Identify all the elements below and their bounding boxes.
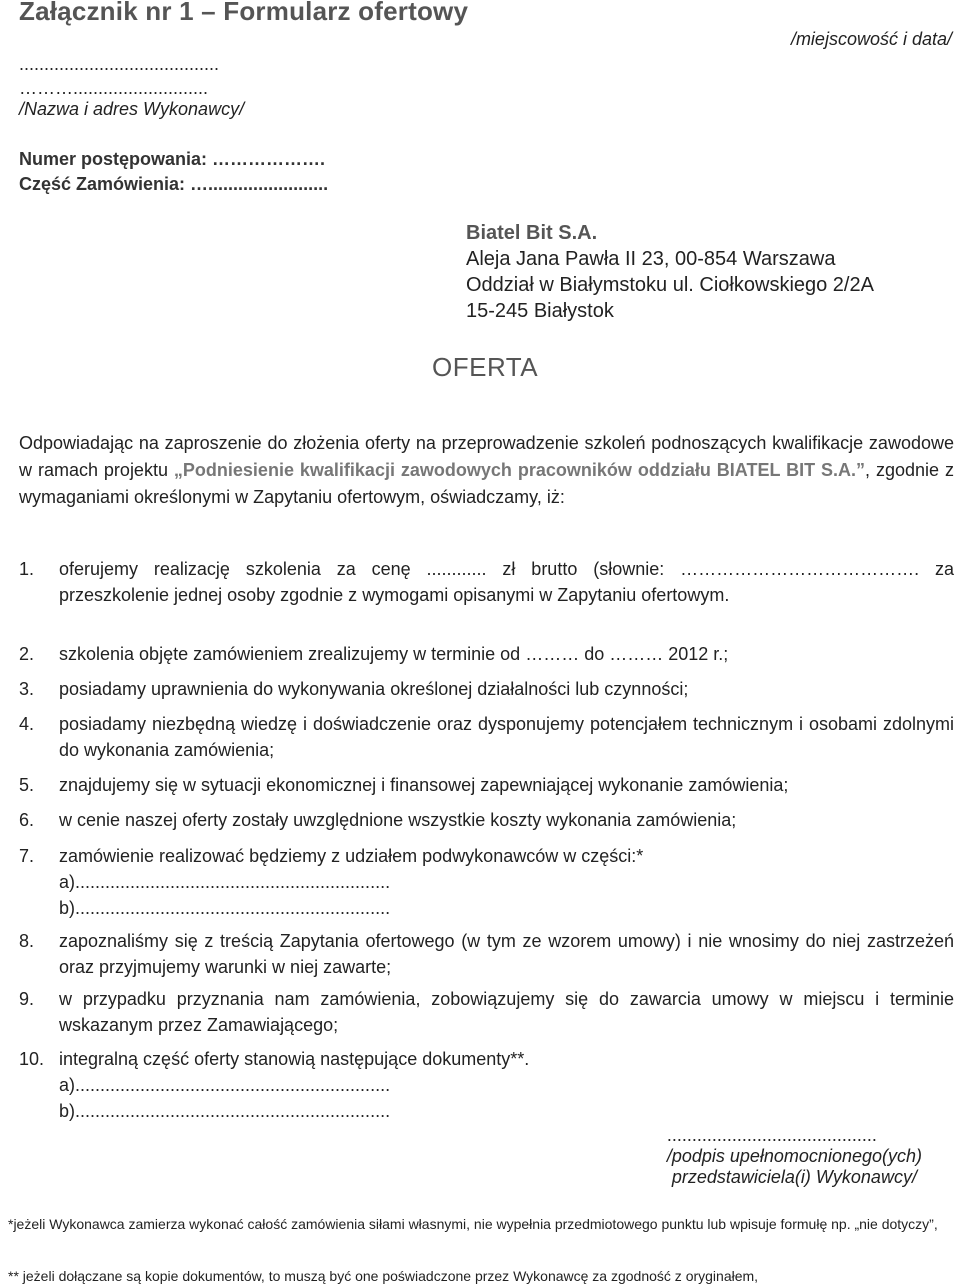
- item-text: w przypadku przyznania nam zamówienia, zobowiązujemy się do zawarcia umowy w miejscu i terminie wskazanym przez Zamawiającego;: [59, 989, 954, 1035]
- list-item: [19, 807, 954, 833]
- list-item: [19, 772, 954, 798]
- intro-text-before: Odpowiadając na zaproszenie do złożenia oferty na przeprowadzenie szkoleń podnoszących kwalifikacje zawodowe w ramach projektu: [19, 433, 954, 480]
- declarations-list-10: [19, 1046, 954, 1124]
- list-item: [19, 556, 954, 608]
- contractor-dots-line-2: ………...........................: [19, 78, 209, 98]
- item-text: w cenie naszej oferty zostały uwzględnione wszystkie koszty wykonania zamówienia;: [59, 810, 737, 830]
- signature-dots: ..........................................: [666, 1125, 877, 1145]
- case-number-label: Numer postępowania: ……………….: [19, 149, 326, 169]
- signature-label-line-2: przedstawiciela(i) Wykonawcy/: [671, 1167, 917, 1187]
- list-item: [19, 928, 954, 980]
- contractor-label: /Nazwa i adres Wykonawcy/: [19, 99, 245, 119]
- declarations-list-2: [19, 641, 954, 667]
- list-item: [19, 986, 954, 1038]
- list-item: [19, 676, 954, 702]
- list-item: [19, 843, 954, 921]
- contractor-dots-line-1: ........................................: [19, 54, 220, 74]
- footnote-1: *jeżeli Wykonawca zamierza wykonać całość zamówienia siłami własnymi, nie wypełnia przedmiotowego punktu lub wpisuje formułę np. „nie dotyczy”,: [8, 1216, 938, 1232]
- item-text: oferujemy realizację szkolenia za cenę ............ zł brutto (słownie: …………………………………. za przeszkolenie jednej osoby zgodnie z wymogami opisanymi w Zapytaniu ofertowym.: [59, 559, 954, 605]
- list-item: [19, 1046, 954, 1124]
- item-number: 7.: [19, 846, 35, 866]
- page-title: Załącznik nr 1 – Formularz ofertowy: [19, 0, 469, 26]
- sub-item-a: a)...............................................................: [59, 872, 391, 892]
- list-item: [19, 711, 954, 763]
- signature-label-line-1: /podpis upełnomocnionego(ych): [666, 1146, 922, 1166]
- item-text: zapoznaliśmy się z treścią Zapytania ofertowego (w tym ze wzorem umowy) i nie wnosimy do niej zastrzeżeń oraz przyjmujemy warunki w niej zawarte;: [59, 931, 954, 977]
- item-number: 9.: [19, 989, 35, 1009]
- declarations-list-5: [19, 772, 954, 798]
- signature-block: [667, 1125, 922, 1188]
- item-text: posiadamy niezbędną wiedzę i doświadczenie oraz dysponujemy potencjałem technicznym i osobami zdolnymi do wykonania zamówienia;: [59, 714, 954, 760]
- item-text: znajdujemy się w sytuacji ekonomicznej i finansowej zapewniającej wykonanie zamówienia;: [59, 775, 789, 795]
- item-number: 3.: [19, 679, 35, 699]
- offer-heading: OFERTA: [432, 352, 539, 382]
- project-name: „Podniesienie kwalifikacji zawodowych pracowników oddziału BIATEL BIT S.A.”: [173, 460, 866, 480]
- item-text: zamówienie realizować będziemy z udziałem podwykonawców w części:*: [59, 846, 644, 866]
- item-number: 2.: [19, 644, 35, 664]
- declarations-list-8: [19, 928, 954, 980]
- recipient-name: Biatel Bit S.A.: [466, 222, 598, 244]
- declarations-list-7: [19, 843, 954, 921]
- declarations-list-6: [19, 807, 954, 833]
- sub-item-b: b)...............................................................: [59, 1101, 391, 1121]
- list-item: [19, 641, 954, 667]
- declarations-list-3: [19, 676, 954, 702]
- recipient-city: 15-245 Białystok: [466, 300, 614, 322]
- item-number: 1.: [19, 559, 35, 579]
- recipient-branch: Oddział w Białymstoku ul. Ciołkowskiego 2/2A: [466, 274, 874, 296]
- sub-item-b: b)...............................................................: [59, 898, 391, 918]
- item-text: posiadamy uprawnienia do wykonywania określonej działalności lub czynności;: [59, 679, 689, 699]
- item-text: integralną część oferty stanowią następujące dokumenty**.: [59, 1049, 530, 1069]
- item-number: 5.: [19, 775, 35, 795]
- intro-paragraph: [19, 430, 954, 511]
- footnote-2: ** jeżeli dołączane są kopie dokumentów, to muszą być one poświadczone przez Wykonawcę za zgodność z oryginałem,: [8, 1268, 759, 1284]
- recipient-address: Aleja Jana Pawła II 23, 00-854 Warszawa: [466, 248, 836, 270]
- item-number: 6.: [19, 810, 35, 830]
- item-number: 10.: [19, 1049, 45, 1069]
- declarations-list-9: [19, 986, 954, 1038]
- declarations-list: [19, 556, 954, 608]
- item-number: 4.: [19, 714, 35, 734]
- item-text: szkolenia objęte zamówieniem zrealizujemy w terminie od ……… do ……… 2012 r.;: [59, 644, 729, 664]
- intro-text-after: , zgodnie z wymaganiami określonymi w Zapytaniu ofertowym, oświadczamy, iż:: [19, 460, 955, 507]
- item-number: 8.: [19, 931, 35, 951]
- place-date-label: /miejscowość i data/: [790, 29, 952, 49]
- order-part-label: Część Zamówienia: …........................: [19, 174, 329, 194]
- sub-item-a: a)...............................................................: [59, 1075, 391, 1095]
- declarations-list-4: [19, 711, 954, 763]
